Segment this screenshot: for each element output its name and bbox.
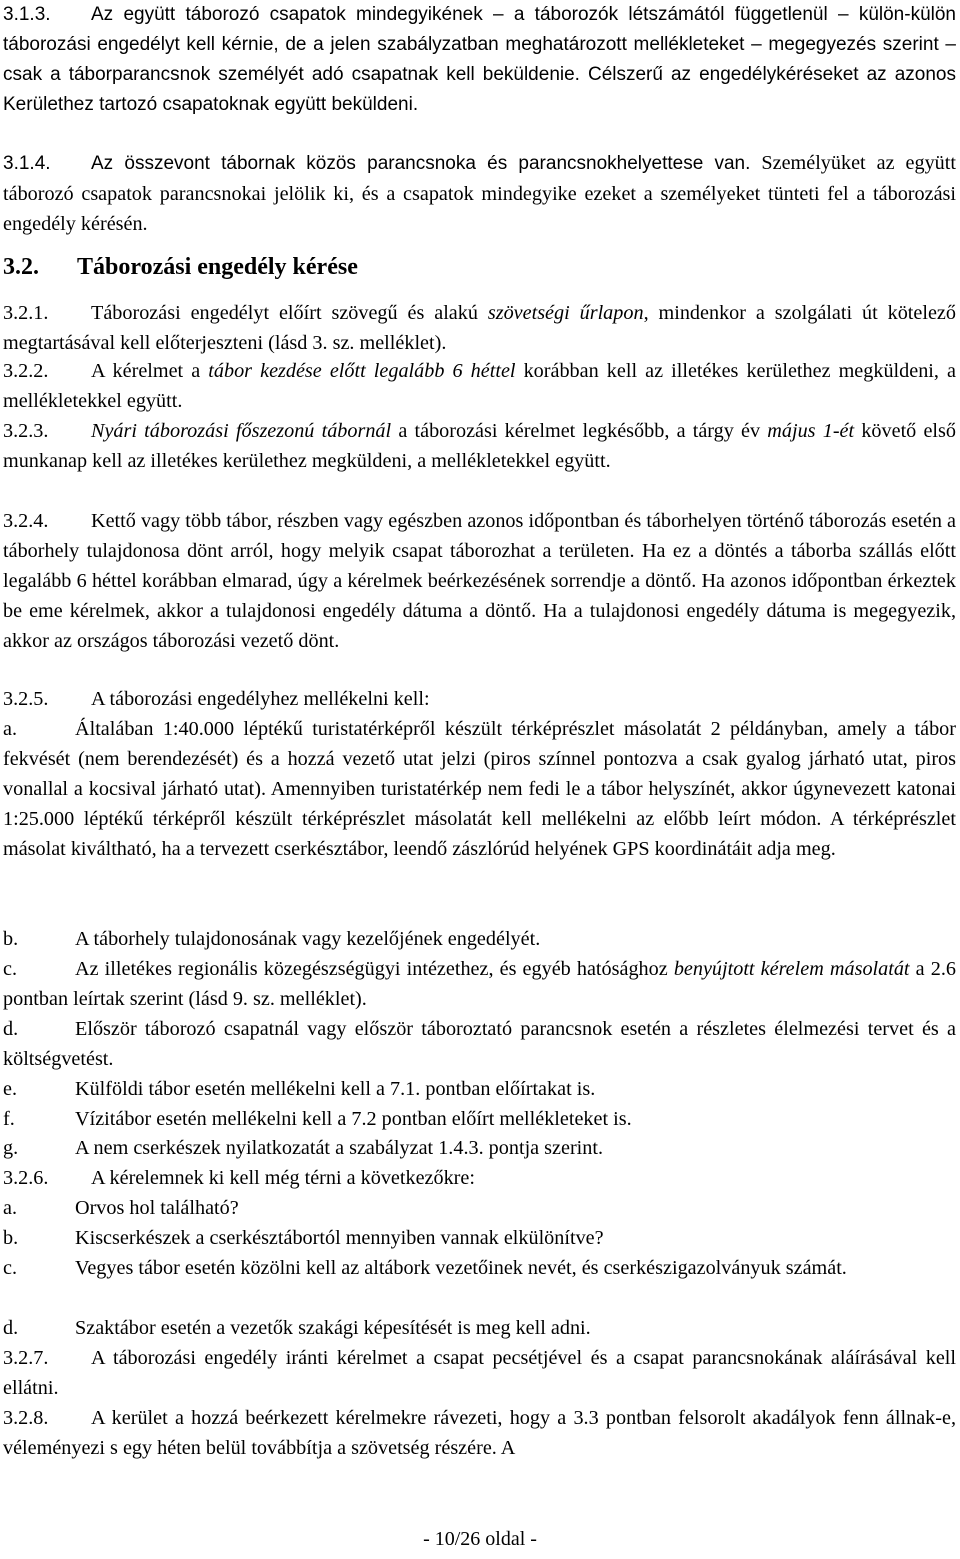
list-text: Először táborozó csapatnál vagy először táboroztató parancsnok esetén a részletes élelmezési tervet és a költségvetést. <box>3 1018 956 1070</box>
list-text: Vízitábor esetén mellékelni kell a 7.2 pontban előírt mellékleteket is. <box>75 1108 632 1130</box>
section-title: Táborozási engedély kérése <box>77 254 358 280</box>
list-label: b. <box>3 1227 19 1249</box>
paragraph-text: korábban kell az illetékes kerülethez megküldeni, a mellékletekkel együtt. <box>3 360 956 412</box>
list-text: Az illetékes regionális közegészségügyi intézethez, és egyéb hatósághoz <box>75 958 674 980</box>
paragraph-text: A kerület a hozzá beérkezett kérelmekre rávezeti, hogy a 3.3 pontban felsorolt akadályok fenn állnak-e, véleményezi s egy héten belül továbbítja a szövetség részére. A <box>3 1407 956 1459</box>
list-item-3-2-5-c <box>3 954 956 1014</box>
section-number: 3.2.4. <box>3 510 49 532</box>
list-label: d. <box>3 1018 19 1040</box>
paragraph-text: A kérelemnek ki kell még térni a következőkre: <box>91 1167 475 1189</box>
list-label: b. <box>3 928 19 950</box>
list-label: g. <box>3 1137 19 1159</box>
section-number: 3.2.8. <box>3 1407 49 1429</box>
italic-text: szövetségi űrlapon <box>487 302 644 324</box>
paragraph-text: követő első munkanap kell az illetékes kerülethez megküldeni, a mellékletekkel együtt. <box>3 420 956 472</box>
section-number: 3.2. <box>3 254 39 280</box>
list-item-3-2-6-a <box>3 1193 956 1223</box>
list-item-3-2-6-b <box>3 1223 956 1253</box>
list-item-3-2-5-e <box>3 1074 956 1104</box>
section-number: 3.2.7. <box>3 1347 49 1369</box>
italic-text: benyújtott kérelem másolatát <box>673 958 910 980</box>
paragraph-3-2-8 <box>3 1403 956 1463</box>
italic-text: tábor kezdése előtt legalább 6 héttel <box>208 360 516 382</box>
paragraph-3-2-6 <box>3 1163 956 1193</box>
paragraph-text: a táborozási kérelmet legkésőbb, a tárgy év <box>391 420 768 442</box>
paragraph-3-1-4 <box>3 148 956 239</box>
paragraph-text: A kérelmet a <box>91 360 209 382</box>
section-number: 3.2.1. <box>3 302 49 324</box>
paragraph-3-2-1 <box>3 298 956 358</box>
list-label: a. <box>3 718 18 740</box>
section-heading-3-2 <box>3 252 956 282</box>
section-number: 3.2.6. <box>3 1167 49 1189</box>
list-item-3-2-5-f <box>3 1104 956 1134</box>
paragraph-text: Személyüket az együtt táborozó csapatok parancsnokai jelölik ki, és a csapatok mindegyike ezeket a személyeket tünteti fel a táborozási engedély kérésén. <box>3 152 956 235</box>
italic-text: Nyári táborozási főszezonú tábornál <box>91 420 392 442</box>
paragraph-text-sans: Az összevont tábornak közös parancsnoka és parancsnokhelyettese van. <box>91 153 751 174</box>
list-item-3-2-6-d <box>3 1313 956 1343</box>
section-number: 3.2.3. <box>3 420 49 442</box>
italic-text: május 1-ét <box>767 420 855 442</box>
list-label: e. <box>3 1078 18 1100</box>
paragraph-text: A táborozási engedélyhez mellékelni kell: <box>91 688 430 710</box>
list-item-3-2-5-b <box>3 924 956 954</box>
list-label: f. <box>3 1108 15 1130</box>
paragraph-text: Kettő vagy több tábor, részben vagy egészben azonos időpontban és táborhelyen történő táborozás esetén a táborhely tulajdonosa dönt arról, hogy melyik csapat táborozhat a területen. Ha ez a döntés a táborba szállás előtt legalább 6 héttel korábban elmarad, úgy a kérelmek beérkezésének sorrendje a döntő. Ha azonos időpontban érkeztek be eme kérelmek, akkor a tulajdonosi engedély dátuma a döntő. Ha a tulajdonosi engedély dátuma is megegyezik, akkor az országos táborozási vezető dönt. <box>3 510 956 652</box>
list-text: Külföldi tábor esetén mellékelni kell a 7.1. pontban előírtakat is. <box>75 1078 596 1100</box>
list-label: c. <box>3 1257 18 1279</box>
list-text: A táborhely tulajdonosának vagy kezelőjének engedélyét. <box>75 928 541 950</box>
list-text: Vegyes tábor esetén közölni kell az altábork vezetőinek nevét, és cserkészigazolványuk számát. <box>75 1257 847 1279</box>
paragraph-3-2-4 <box>3 506 956 656</box>
section-number: 3.1.3. <box>3 4 51 25</box>
page-footer: - 10/26 oldal - <box>423 1528 537 1550</box>
list-text: a 2.6 pontban leírtak szerint (lásd 9. sz. melléklet). <box>3 958 956 1010</box>
list-text: Orvos hol található? <box>75 1197 239 1219</box>
list-label: a. <box>3 1197 18 1219</box>
list-item-3-2-5-a <box>3 714 956 864</box>
paragraph-text: A táborozási engedély iránti kérelmet a csapat pecsétjével és a csapat parancsnokának aláírásával kell ellátni. <box>3 1347 956 1399</box>
section-number: 3.2.5. <box>3 688 49 710</box>
paragraph-3-2-2 <box>3 356 956 416</box>
list-label: c. <box>3 958 18 980</box>
section-number: 3.1.4. <box>3 153 51 174</box>
list-label: d. <box>3 1317 19 1339</box>
list-item-3-2-5-g <box>3 1133 956 1163</box>
paragraph-3-2-5 <box>3 684 956 714</box>
section-number: 3.2.2. <box>3 360 49 382</box>
paragraph-text: Az együtt táborozó csapatok mindegyikének – a táborozók létszámától függetlenül – külön-külön táborozási engedélyt kell kérnie, de a jelen szabályzatban meghatározott mellékleteket – megegyezés szerint – csak a táborparancsnok személyét adó csapatnak kell beküldenie. Célszerű az engedélykéréseket az azonos Kerülethez tartozó csapatoknak együtt beküldeni. <box>3 4 956 115</box>
list-text: Általában 1:40.000 léptékű turistatérképről készült térképrészlet másolatát 2 példányban, amely a tábor fekvését (nem berendezését) és a hozzá vezető utat jelzi (piros színnel pontozva a csak gyalog járható utat, piros vonallal a kocsival járható utat). Amennyiben turistatérkép nem fedi le a tábor helyszínét, akkor úgynevezett katonai 1:25.000 léptékű térképről készült térképrészlet másolatát kell mellékelni az előbb leírt módon. A térképrészlet másolat kiváltható, ha a tervezett cserkésztábor, leendő zászlórúd helyének GPS koordinátáit adja meg. <box>3 718 956 860</box>
list-item-3-2-5-d <box>3 1014 956 1074</box>
list-text: Kiscserkészek a cserkésztábortól mennyiben vannak elkülönítve? <box>75 1227 604 1249</box>
paragraph-3-2-3 <box>3 416 956 476</box>
paragraph-3-2-7 <box>3 1343 956 1403</box>
paragraph-3-1-3 <box>3 0 956 120</box>
list-text: A nem cserkészek nyilatkozatát a szabályzat 1.4.3. pontja szerint. <box>75 1137 604 1159</box>
list-item-3-2-6-c <box>3 1253 956 1283</box>
list-text: Szaktábor esetén a vezetők szakági képesítését is meg kell adni. <box>75 1317 591 1339</box>
paragraph-text: Táborozási engedélyt előírt szövegű és alakú <box>91 302 488 324</box>
paragraph-text: , mindenkor a szolgálati út kötelező megtartásával kell előterjeszteni (lásd 3. sz. melléklet). <box>3 302 956 354</box>
